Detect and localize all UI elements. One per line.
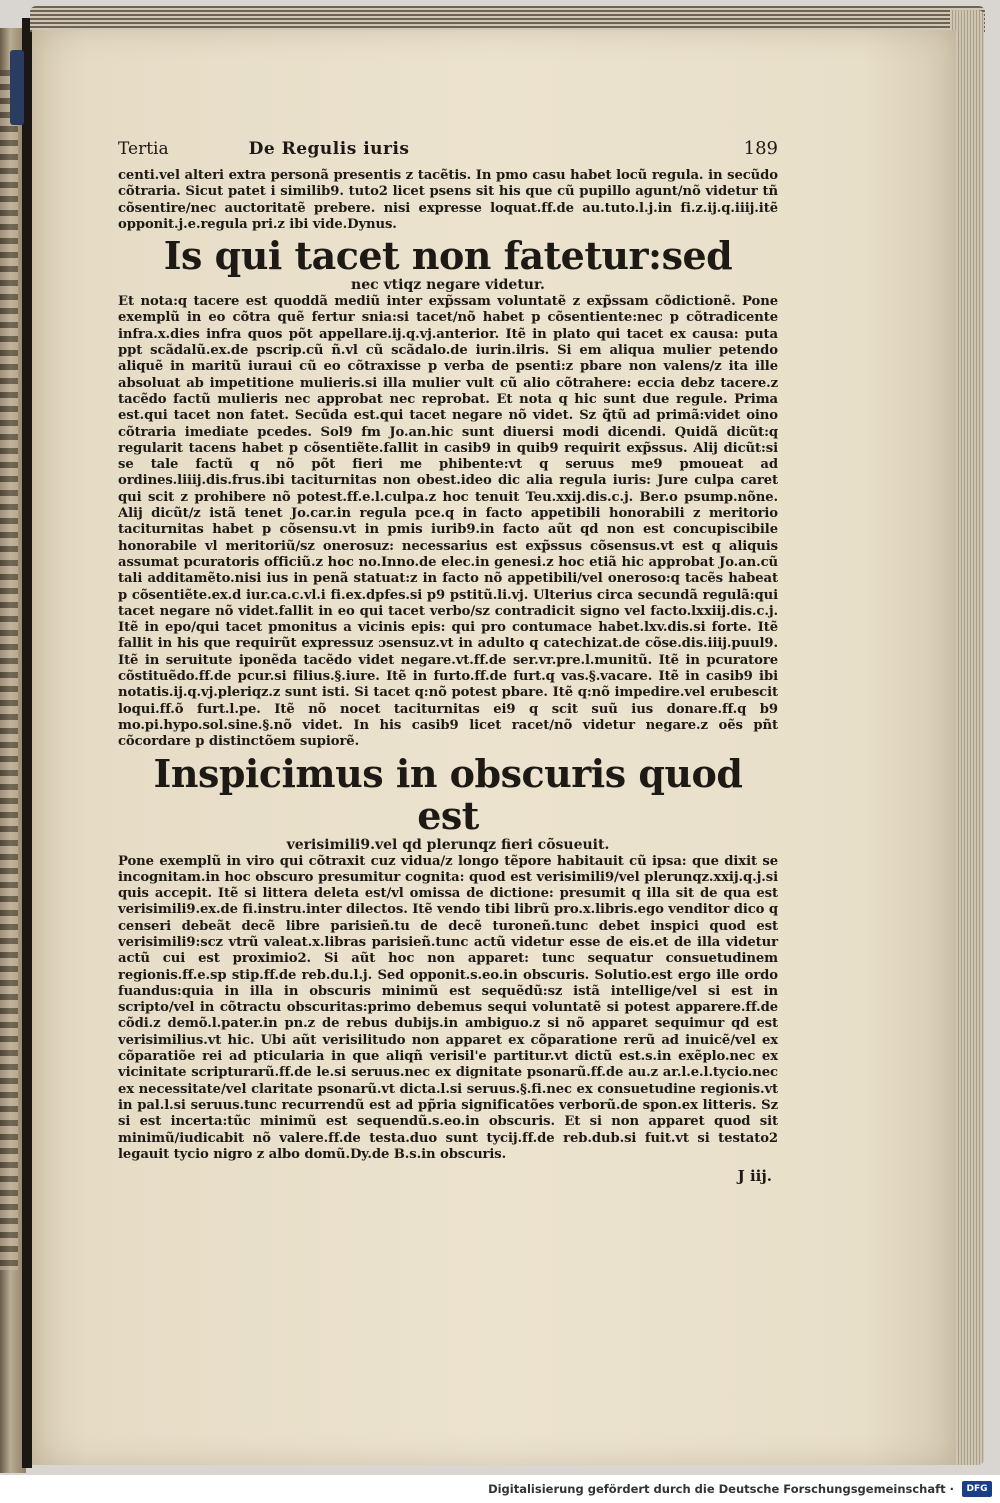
- folio-number: 189: [743, 138, 778, 159]
- running-header: [118, 138, 778, 168]
- header-left: Tertia: [118, 139, 169, 159]
- signature-mark: J iij.: [737, 1167, 772, 1186]
- page-content: [118, 138, 778, 1185]
- rubric-2-subline: verisimili9.vel qd plerunqz fieri cõsueuit.: [286, 836, 610, 853]
- header-title: De Regulis iuris: [248, 139, 410, 159]
- rubric-1-subline: nec vtiqz negare videtur.: [351, 277, 545, 294]
- paragraph-2: Et nota:q tacere est quoddã mediũ inter exp̃ssam voluntatẽ z exp̃ssam cõdictionẽ. Pone exemplũ in eo cõtra quẽ fertur snia:si tacet/nõ habet p cõsentiente:nec p cõtradicente infra.x.dies infra quos põt appellare.ij.q.vj.anterior. Itẽ in plato qui tacet ex causa: puta ppt scãdalũ.ex.de pscrip.cũ ñ.vl cũ scãdalo.de iurin.ilris. Si em aliqua mulier petendo aliquẽ in maritũ iuraui cũ eo cõtraxisse p verba de psenti:z pbare non valens/z ita ille absoluat ab impetitione mulieris.si illa mulier vult cũ alio cõtrahere: eccia debz tacere.z tacẽdo factũ mulieris nec approbat nec reprobat. Et nota q hic sunt due regule. Prima est.qui tacet non fatet. Secũda est.qui tacet negare nõ videt. Sz q̃tũ ad primã:videt oino cõtraria imediate pcedes. Sol9 fm Jo.an.hic sunt diuersi modi dicendi. Quidã dicũt:q regularit tacens habet p cõsentiẽte.fallit in casib9 in quib9 requirit exp̃ssus. Alij dicũt:si se tale factũ q nõ põt fieri me phibente:vt q seruus me9 pmoueat ad ordines.liiij.dis.frus.ibi taciturnitas non obest.ideo dic alia regula iuris: Jure culpa caret qui scit z prohibere nõ potest.ff.e.l.culpa.z hoc tenuit Teu.xxij.dis.c.j. Ber.o psump.nõne. Alij dicũt/z istã tenet Jo.car.in regula pce.q in facto appetibili honorabili z meritorio taciturnitas habet p cõsensu.vt in pmis iurib9.in facto aũt qd non est concupiscibile honorabile vl meritoriũ/sz onerosuz: necessarius est exp̃ssus cõsensus.vt est q aliquis assumat pcuratoris officiũ.z hoc no.Inno.de elec.in genesi.z hoc etiã hic approbat Jo.an.cũ tali additamẽto.nisi ius in penã statuat:z in facto nõ appetibili/vel oneroso:q tacẽs habeat p cõsentiẽte.ex.d iur.ca.c.vl.i fi.ex.dpfes.si p9 pstitũ.li.vj. Ulterius circa secundã regulã:qui tacet negare nõ videt.fallit in eo qui tacet verbo/sz contradicit signo vel facto.lxxiij.dis.c.j. Itẽ in epo/qui tacet pmonitus a vicinis epis: qui pro contumace habet.lxv.dis.si forte. Itẽ fallit in his que requirũt expressuz ɔsensuz.vt in adulto q catechizat.de cõse.dis.iiij.puul9. Itẽ in seruitute iponẽda tacẽdo videt negare.vt.ff.de ser.vr.pre.l.munitũ. Itẽ in pcuratore cõstituẽdo.ff.de pcur.si filius.§.iure. Itẽ in furto.ff.de furt.q vas.§.vacare. Itẽ in casib9 ibi notatis.ij.q.vj.pleriqz.z sunt isti. Si tacet q:nõ potest pbare. Itẽ q:nõ impedire.vel erubescit loqui.ff.õ furt.l.pe. Itẽ nõ nocet taciturnitas ei9 q scit suũ ius donare.ff.q b9 mo.pi.hypo.sol.sine.§.nõ videt. In his casib9 licet racet/nõ videtur negare.z oẽs pñt cõcordare p distinctõem supiorẽ.: [118, 294, 778, 750]
- book-cover-edge: [22, 18, 32, 1468]
- cover-band: [10, 50, 24, 125]
- page-stack-top: [30, 6, 985, 32]
- left-page-text-edge: [0, 70, 18, 1270]
- rubric-2: Inspicimus in obscuris quod est: [153, 750, 743, 838]
- paragraph-1: centi.vel alteri extra personã presentis z tacẽtis. In pmo casu habet locũ regula. in secũdo cõtraria. Sicut patet i similib9. tuto2 licet psens sit his que cũ pupillo agunt/nõ videtur tñ cõsentire/nec auctoritatẽ prebere. nisi expresse loquat.ff.de au.tuto.l.j.in fi.z.ij.q.iiij.itẽ opponit.j.e.regula pri.z ibi vide.Dynus.: [118, 168, 778, 232]
- rubric-1: Is qui tacet non fatetur:sed: [163, 233, 733, 279]
- dfg-logo-icon: DFG: [962, 1481, 992, 1497]
- paragraph-3: Pone exemplũ in viro qui cõtraxit cuz vidua/z longo tẽpore habitauit cũ ipsa: que dixit se incognitam.in hoc obscuro presumitur cognita: quod est verisimili9/vel plerunqz.xxij.q.j.si quis accepit. Itẽ si littera deleta est/vl omissa de dictione: presumit q illa sit de qua est verisimili9.ex.de fi.instru.inter dilectos. Itẽ vendo tibi librũ pro.x.libris.ego venditor dico q censeri debeãt decẽ libre parisieñ.tu de decẽ turoneñ.tunc debet inspici quod est verisimili9:scz vtrũ valeat.x.libras parisieñ.tunc actũ videtur esse de eis.et de illa videtur actũ cui est proximio2. Si aũt hoc non apparet: tunc sequatur consuetudinem regionis.ff.e.sp stip.ff.de reb.du.l.j. Sed opponit.s.eo.in obscuris. Solutio.est ergo ille ordo fuandus:quia in illa in obscuris minimũ est sequẽdũ:sz istã intellige/vel si est in scripto/vel in cõtractu obscuritas:primo debemus sequi voluntatẽ si potest apparere.ff.de cõdi.z demõ.l.pater.in pn.z de rebus dubijs.in ambiguo.z si nõ apparet sequimur qd est verisimilius.vt hic. Ubi aũt verisilitudo non apparet ex cõparatione rerũ ad inuicẽ/vel ex cõparatiõe rei ad pticularia in que aliqñ verisil'e partitur.vt dictũ est.s.in exẽplo.nec ex vicinitate scripturarũ.ff.de le.si seruus.nec ex dignitate psonarũ.ff.de au.z ar.l.e.l.tycio.nec ex necessitate/vel claritate psonarũ.vt dicta.l.si seruus.§.fi.nec ex consuetudine regionis.vt in pal.l.si seruus.tunc recurrendũ est ad pp̃ria significatões verborũ.de spon.ex litteris. Sz si est incerta:tũc minimũ est sequendũ.s.eo.in obscuris. Et si non apparet quod sit minimũ/iudicabit nõ valere.ff.de testa.duo sunt tycij.ff.de reb.dub.si fuit.vt si testato2 legauit tycio nigro z albo domũ.Dy.de B.s.in obscuris.: [118, 853, 778, 1162]
- footer-bar: [0, 1475, 1000, 1503]
- footer-credit: Digitalisierung gefördert durch die Deutsche Forschungsgemeinschaft ·: [488, 1482, 954, 1496]
